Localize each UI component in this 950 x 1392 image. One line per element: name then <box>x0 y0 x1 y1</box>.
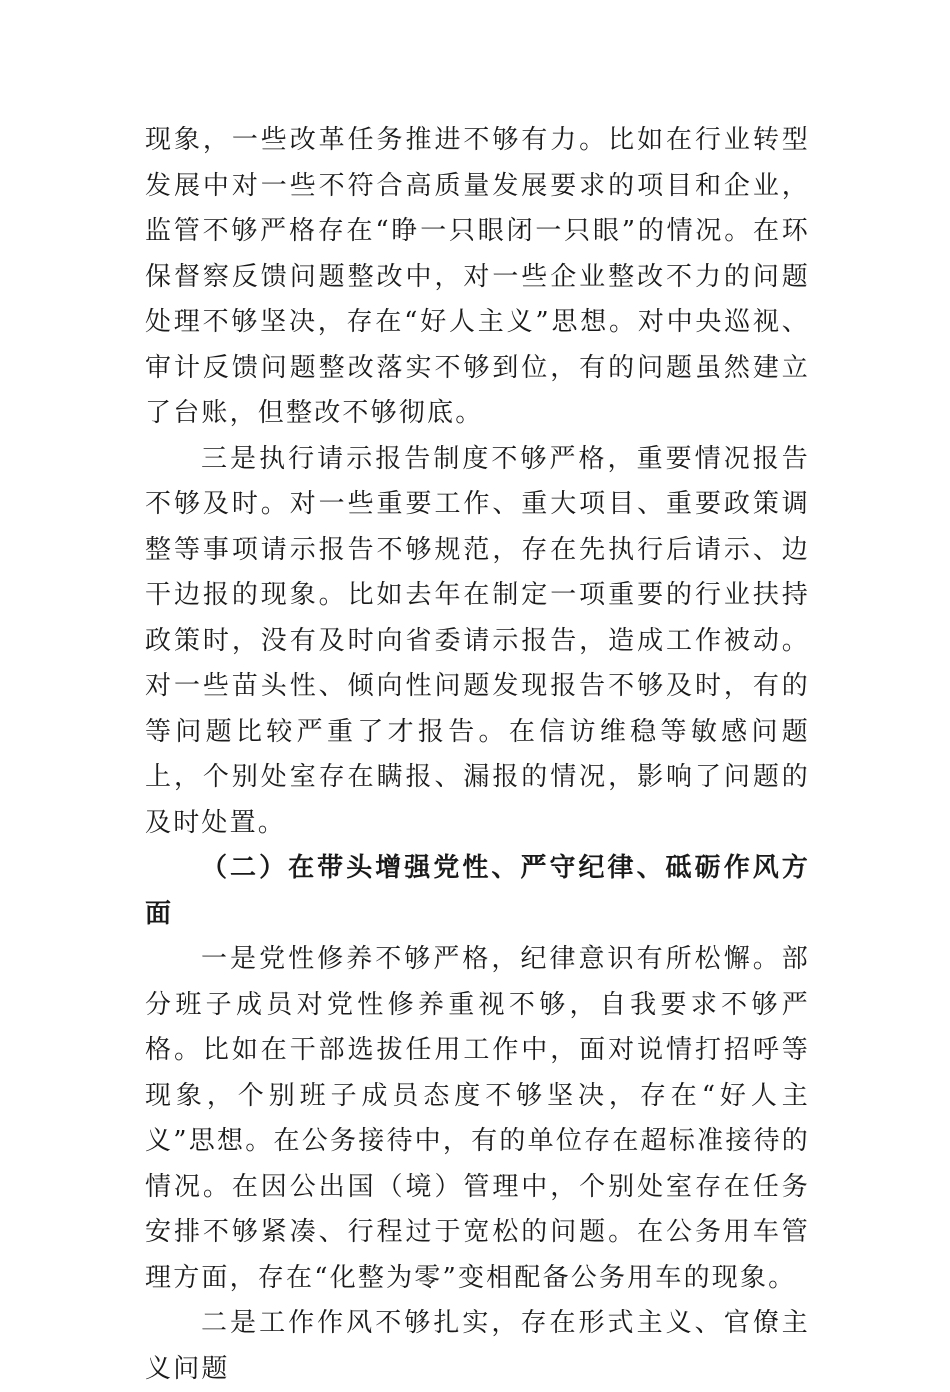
paragraph-reporting-system: 三是执行请示报告制度不够严格，重要情况报告不够及时。对一些重要工作、重大项目、重要政策调整等事项请示报告不够规范，存在先执行后请示、边干边报的现象。比如去年在制定一项重要的行业扶持政策时，没有及时向省委请示报告，造成工作被动。对一些苗头性、倾向性问题发现报告不够及时，有的等问题比较严重了才报告。在信访维稳等敏感问题上，个别处室存在瞒报、漏报的情况，影响了问题的及时处置。 <box>145 443 810 838</box>
paragraph-party-discipline: 一是党性修养不够严格，纪律意识有所松懈。部分班子成员对党性修养重视不够，自我要求不够严格。比如在干部选拔任用工作中，面对说情打招呼等现象，个别班子成员态度不够坚决，存在“好人主义”思想。在公务接待中，有的单位存在超标准接待的情况。在因公出国（境）管理中，个别处室存在任务安排不够紧凑、行程过于宽松的问题。在公务用车管理方面，存在“化整为零”变相配备公务用车的现象。 <box>145 944 810 1293</box>
paragraph-continuation: 现象，一些改革任务推进不够有力。比如在行业转型发展中对一些不符合高质量发展要求的项目和企业，监管不够严格存在“睁一只眼闭一只眼”的情况。在环保督察反馈问题整改中，对一些企业整改不力的问题处理不够坚决，存在“好人主义”思想。对中央巡视、审计反馈问题整改落实不够到位，有的问题虽然建立了台账，但整改不够彻底。 <box>145 125 810 428</box>
section-heading: （二）在带头增强党性、严守纪律、砥砺作风方面 <box>145 853 810 929</box>
document-body <box>145 118 810 1392</box>
paragraph-work-style: 二是工作作风不够扎实，存在形式主义、官僚主义问题 <box>145 1308 810 1384</box>
